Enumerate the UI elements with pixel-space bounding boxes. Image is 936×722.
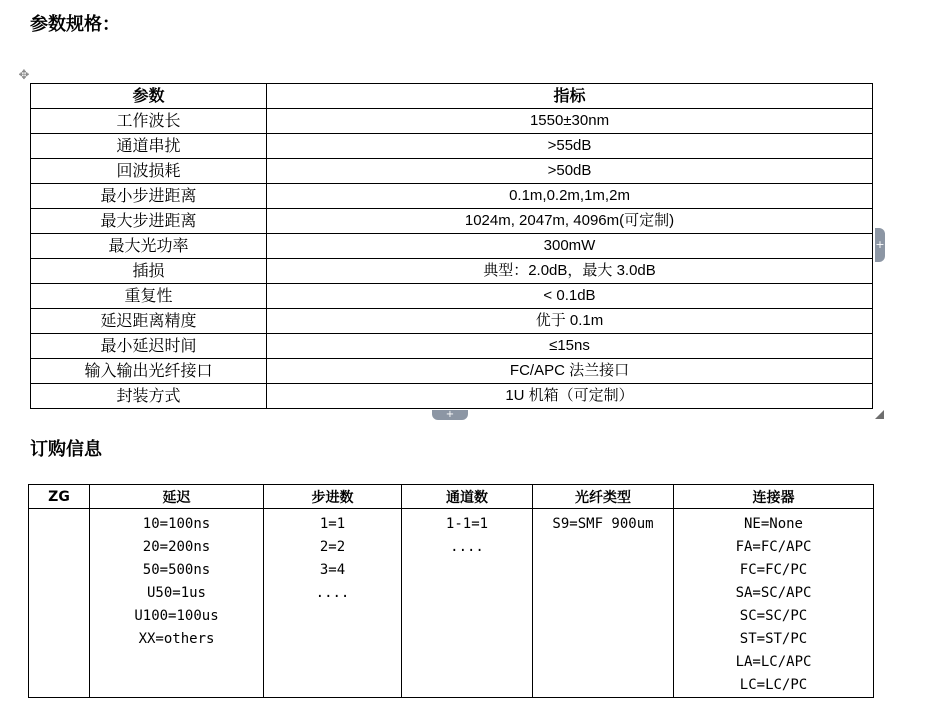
spec-row [31,209,873,234]
spec-param-cell[interactable]: 最小步进距离 [31,184,267,209]
spec-row [31,334,873,359]
order-heading: 订购信息 [30,439,102,460]
order-option: 10=100ns [142,516,211,532]
spec-value-cell[interactable]: ≤15ns [267,334,873,359]
spec-row [31,359,873,384]
spec-value-cell[interactable]: 1024m, 2047m, 4096m(可定制) [267,209,873,234]
order-header-steps: 步进数 [264,485,402,509]
order-options-row [29,509,874,698]
spec-param-cell[interactable]: 重复性 [31,284,267,309]
order-header-row [29,485,874,509]
order-cell-delay[interactable] [90,509,264,698]
order-option: FC=FC/PC [739,562,808,578]
order-cell-zg[interactable] [29,509,90,698]
spec-heading: 参数规格： [30,14,120,35]
spec-header-row [31,84,873,109]
spec-value-cell[interactable]: 1550±30nm [267,109,873,134]
order-header-delay: 延迟 [90,485,264,509]
spec-value-cell[interactable]: FC/APC 法兰接口 [267,359,873,384]
spec-row [31,284,873,309]
order-option: U100=100us [134,608,219,624]
order-option: XX=others [138,631,215,647]
spec-value-cell[interactable]: 0.1m,0.2m,1m,2m [267,184,873,209]
spec-row [31,259,873,284]
order-option: FA=FC/APC [735,539,812,555]
spec-param-cell[interactable]: 最大光功率 [31,234,267,259]
spec-header-param: 参数 [31,84,267,109]
order-option: LA=LC/APC [735,654,812,670]
order-option: S9=SMF 900um [552,516,654,532]
spec-value-cell[interactable]: 优于 0.1m [267,309,873,334]
spec-row [31,309,873,334]
order-header-zg: ZG [29,485,90,509]
order-option: U50=1us [146,585,206,601]
spec-header-value: 指标 [267,84,873,109]
order-header-fiber: 光纤类型 [533,485,674,509]
spec-param-cell[interactable]: 延迟距离精度 [31,309,267,334]
spec-value-cell[interactable]: < 0.1dB [267,284,873,309]
spec-row [31,184,873,209]
order-header-channels: 通道数 [402,485,533,509]
spec-value-cell[interactable]: 典型：2.0dB，最大 3.0dB [267,259,873,284]
order-option: 1=1 [319,516,346,532]
spec-param-cell[interactable]: 插损 [31,259,267,284]
add-column-button[interactable]: + [875,228,885,262]
order-option: 3=4 [319,562,346,578]
spec-param-cell[interactable]: 封装方式 [31,384,267,409]
order-table [28,484,874,698]
order-option: LC=LC/PC [739,677,808,693]
order-option: .... [450,539,484,555]
table-move-icon[interactable]: ✥ [18,68,30,83]
order-cell-fiber[interactable] [533,509,674,698]
spec-row [31,234,873,259]
spec-value-cell[interactable]: >50dB [267,159,873,184]
order-option: 50=500ns [142,562,211,578]
order-cell-connector[interactable] [674,509,874,698]
spec-param-cell[interactable]: 最小延迟时间 [31,334,267,359]
order-option: .... [315,585,350,601]
spec-table [30,83,873,409]
spec-param-cell[interactable]: 最大步进距离 [31,209,267,234]
order-option: 20=200ns [142,539,211,555]
order-option: NE=None [743,516,803,532]
spec-value-cell[interactable]: 1U 机箱（可定制） [267,384,873,409]
spec-row [31,109,873,134]
order-option: SC=SC/PC [739,608,808,624]
spec-value-cell[interactable]: >55dB [267,134,873,159]
order-option: SA=SC/APC [735,585,812,601]
spec-param-cell[interactable]: 回波损耗 [31,159,267,184]
order-header-connector: 连接器 [674,485,874,509]
order-cell-steps[interactable] [264,509,402,698]
order-option: ST=ST/PC [739,631,808,647]
spec-row [31,384,873,409]
spec-param-cell[interactable]: 通道串扰 [31,134,267,159]
order-option: 1-1=1 [445,516,489,532]
spec-row [31,159,873,184]
spec-param-cell[interactable]: 工作波长 [31,109,267,134]
order-cell-channels[interactable] [402,509,533,698]
table-resize-handle[interactable] [875,410,884,419]
order-option: 2=2 [319,539,346,555]
spec-param-cell[interactable]: 输入输出光纤接口 [31,359,267,384]
spec-row [31,134,873,159]
add-row-button[interactable]: + [432,410,468,420]
spec-value-cell[interactable]: 300mW [267,234,873,259]
